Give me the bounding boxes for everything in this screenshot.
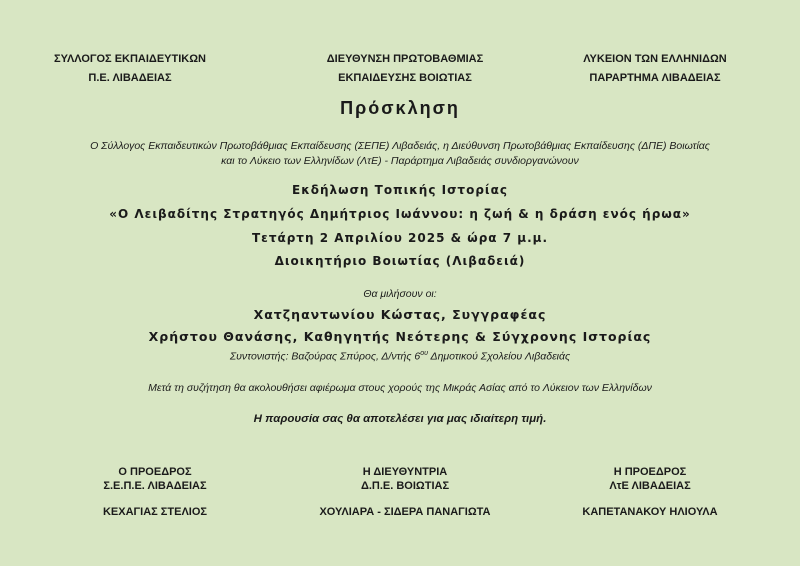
signature-left-role2: Σ.Ε.Π.Ε. ΛΙΒΑΔΕΙΑΣ xyxy=(103,480,207,492)
header-org-right-line2: ΠΑΡΑΡΤΗΜΑ ΛΙΒΑΔΕΙΑΣ xyxy=(589,72,721,84)
coordinator xyxy=(0,350,800,363)
signature-right-name: ΚΑΠΕΤΑΝΑΚΟΥ ΗΛΙΟΥΛΑ xyxy=(582,506,718,518)
speakers-intro: Θα μιλήσουν οι: xyxy=(363,288,437,300)
after-note: Μετά τη συζήτηση θα ακολουθήσει αφιέρωμα στους χορούς της Μικράς Ασίας από το Λύκειον των Ελληνίδων xyxy=(148,382,652,394)
closing-note: Η παρουσία σας θα αποτελέσει για μας ιδιαίτερη τιμή. xyxy=(253,413,547,425)
signature-center-role1: Η ΔΙΕΥΘΥΝΤΡΙΑ xyxy=(362,466,448,478)
signature-center xyxy=(300,465,510,519)
event-datetime: Τετάρτη 2 Απριλίου 2025 & ώρα 7 μ.μ. xyxy=(251,231,549,245)
header-org-left xyxy=(40,50,220,88)
signature-right-role2: ΛτΕ ΛΙΒΑΔΕΙΑΣ xyxy=(609,480,691,492)
event-venue: Διοικητήριο Βοιωτίας (Λιβαδειά) xyxy=(274,254,526,268)
invitation-title: Πρόσκληση xyxy=(340,98,460,118)
header-org-left-line2: Π.Ε. ΛΙΒΑΔΕΙΑΣ xyxy=(88,72,172,84)
coordinator-sup: ου xyxy=(420,350,429,357)
event-subject: «Ο Λειβαδίτης Στρατηγός Δημήτριος Ιωάννου: η ζωή & η δράση ενός ήρωα» xyxy=(109,207,691,221)
signature-right-role1: Η ΠΡΟΕΔΡΟΣ xyxy=(613,466,687,478)
intro-line-1: Ο Σύλλογος Εκπαιδευτικών Πρωτοβάθμιας Εκπαίδευσης (ΣΕΠΕ) Λιβαδειάς, η Διεύθυνση Πρωτοβάθμιας Εκπαίδευσης (ΔΠΕ) Βοιωτίας xyxy=(90,140,710,152)
header-org-center xyxy=(305,50,505,88)
header-org-right xyxy=(560,50,750,88)
header-org-center-line1: ΔΙΕΥΘΥΝΣΗ ΠΡΩΤΟΒΑΘΜΙΑΣ xyxy=(326,53,484,65)
speaker-2: Χρήστου Θανάσης, Καθηγητής Νεότερης & Σύγχρονης Ιστορίας xyxy=(148,329,652,344)
signature-right xyxy=(555,465,745,519)
intro-line-2: και το Λύκειο των Ελληνίδων (ΛτΕ) - Παράρτημα Λιβαδειάς συνδιοργανώνουν xyxy=(221,155,579,167)
speaker-1: Χατζηαντωνίου Κώστας, Συγγραφέας xyxy=(253,307,547,322)
signature-left-name: ΚΕΧΑΓΙΑΣ ΣΤΕΛΙΟΣ xyxy=(102,506,208,518)
event-type: Εκδήλωση Τοπικής Ιστορίας xyxy=(292,183,508,197)
signature-center-name: ΧΟΥΛΙΑΡΑ - ΣΙΔΕΡΑ ΠΑΝΑΓΙΩΤΑ xyxy=(319,506,491,518)
signature-left xyxy=(60,465,250,519)
coordinator-suffix: Δημοτικού Σχολείου Λιβαδειάς xyxy=(428,350,571,363)
header-org-left-line1: ΣΥΛΛΟΓΟΣ ΕΚΠΑΙΔΕΥΤΙΚΩΝ xyxy=(54,53,206,65)
header-org-right-line1: ΛΥΚΕΙΟΝ ΤΩΝ ΕΛΛΗΝΙΔΩΝ xyxy=(583,53,727,65)
signature-center-role2: Δ.Π.Ε. ΒΟΙΩΤΙΑΣ xyxy=(360,480,450,492)
intro-text xyxy=(0,139,800,169)
signature-left-role1: Ο ΠΡΟΕΔΡΟΣ xyxy=(118,466,192,478)
coordinator-prefix: Συντονιστής: Βαζούρας Σπύρος, Δ/ντής 6 xyxy=(229,350,421,363)
header-org-center-line2: ΕΚΠΑΙΔΕΥΣΗΣ ΒΟΙΩΤΙΑΣ xyxy=(338,72,472,84)
